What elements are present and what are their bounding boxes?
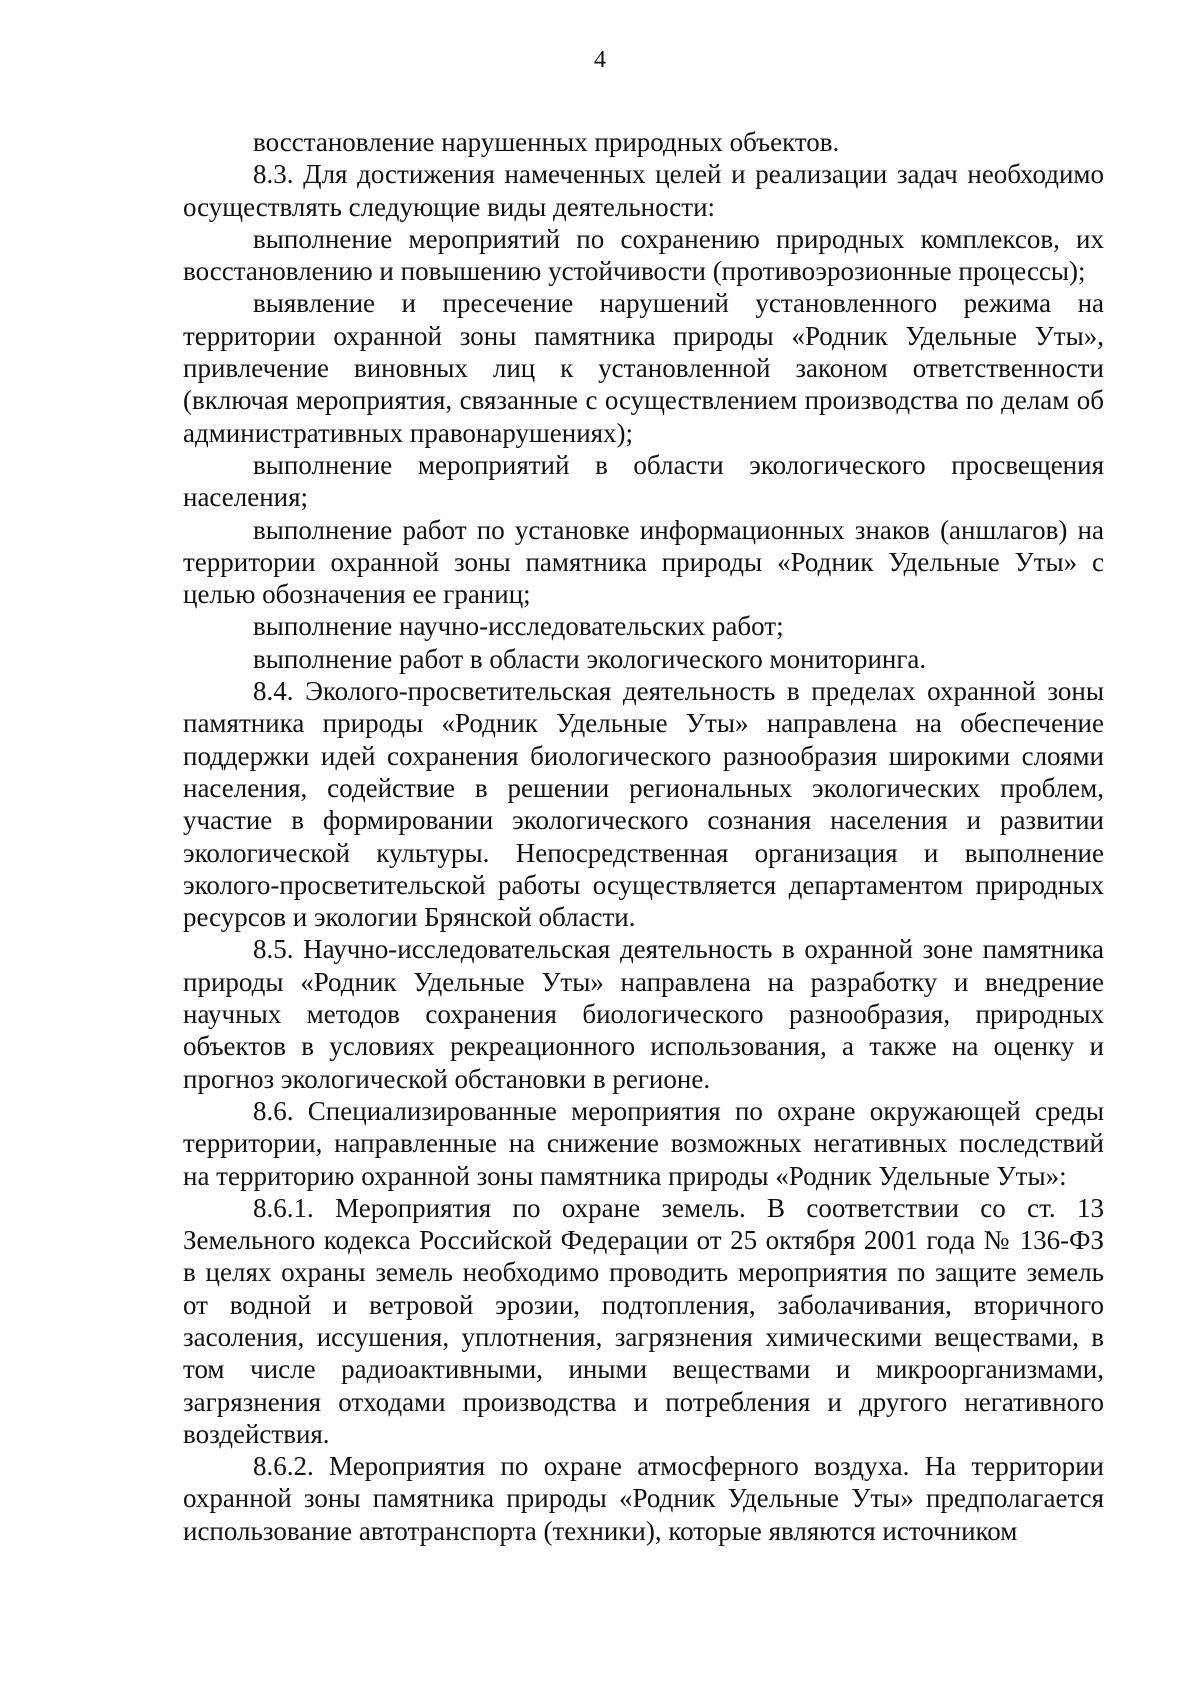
page-number: 4 — [594, 47, 606, 73]
paragraph-8-6-2: 8.6.2. Мероприятия по охране атмосферного воздуха. На территории охранной зоны памятника природы «Родник Удельные Уты» предполагается использование автотранспорта (техники), которые являются источником — [183, 1451, 1104, 1546]
paragraph-restoration-end: восстановление нарушенных природных объектов. — [253, 127, 840, 157]
list-item-signs: выполнение работ по установке информационных знаков (аншлагов) на территории охранной зоны памятника природы «Родник Удельные Уты» с целью обозначения ее границ; — [183, 514, 1104, 610]
paragraph-8-6: 8.6. Специализированные мероприятия по охране окружающей среды территории, направленные на снижение возможных негативных последствий на территорию охранной зоны памятника природы «Родник Удельные Уты»: — [183, 1095, 1104, 1191]
list-item-education: выполнение мероприятий в области экологического просвещения населения; — [183, 449, 1104, 513]
paragraph-8-3: 8.3. Для достижения намеченных целей и реализации задач необходимо осуществлять следующие виды деятельности: — [183, 159, 1104, 222]
paragraph-8-4: 8.4. Эколого-просветительская деятельность в пределах охранной зоны памятника природы «Родник Удельные Уты» направлена на обеспечение поддержки идей сохранения биологического разнообразия широкими слоями населения, содействие в решении региональных экологических проблем, участие в формировании экологического сознания населения и развитии экологической культуры. Непосредственная организация и выполнение эколого-просветительской работы осуществляется департаментом природных ресурсов и экологии Брянской области. — [183, 676, 1104, 933]
document-body — [183, 126, 1104, 1547]
list-item-monitoring: выполнение работ в области экологического мониторинга. — [253, 643, 927, 674]
list-item-nature-complexes: выполнение мероприятий по сохранению природных комплексов, их восстановлению и повышению устойчивости (противоэрозионные процессы); — [183, 223, 1104, 287]
list-item-violations: выявление и пресечение нарушений установленного режима на территории охранной зоны памятника природы «Родник Удельные Уты», привлечение виновных лиц к установленной законом ответственности (включая мероприятия, связанные с осуществлением производства по делам об административных правонарушениях); — [183, 288, 1104, 448]
list-item-research: выполнение научно-исследовательских работ; — [253, 611, 784, 642]
paragraph-8-6-1: 8.6.1. Мероприятия по охране земель. В соответствии со ст. 13 Земельного кодекса Российской Федерации от 25 октября 2001 года № 136-ФЗ в целях охраны земель необходимо проводить мероприятия по защите земель от водной и ветровой эрозии, подтопления, заболачивания, вторичного засоления, иссушения, уплотнения, загрязнения химическими веществами, в том числе радиоактивными, иными веществами и микроорганизмами, загрязнения отходами производства и потребления и другого негативного воздействия. — [183, 1192, 1104, 1449]
paragraph-8-5: 8.5. Научно-исследовательская деятельность в охранной зоне памятника природы «Родник Удельные Уты» направлена на разработку и внедрение научных методов сохранения биологического разнообразия, природных объектов в условиях рекреационного использования, а также на оценку и прогноз экологической обстановки в регионе. — [183, 934, 1104, 1094]
